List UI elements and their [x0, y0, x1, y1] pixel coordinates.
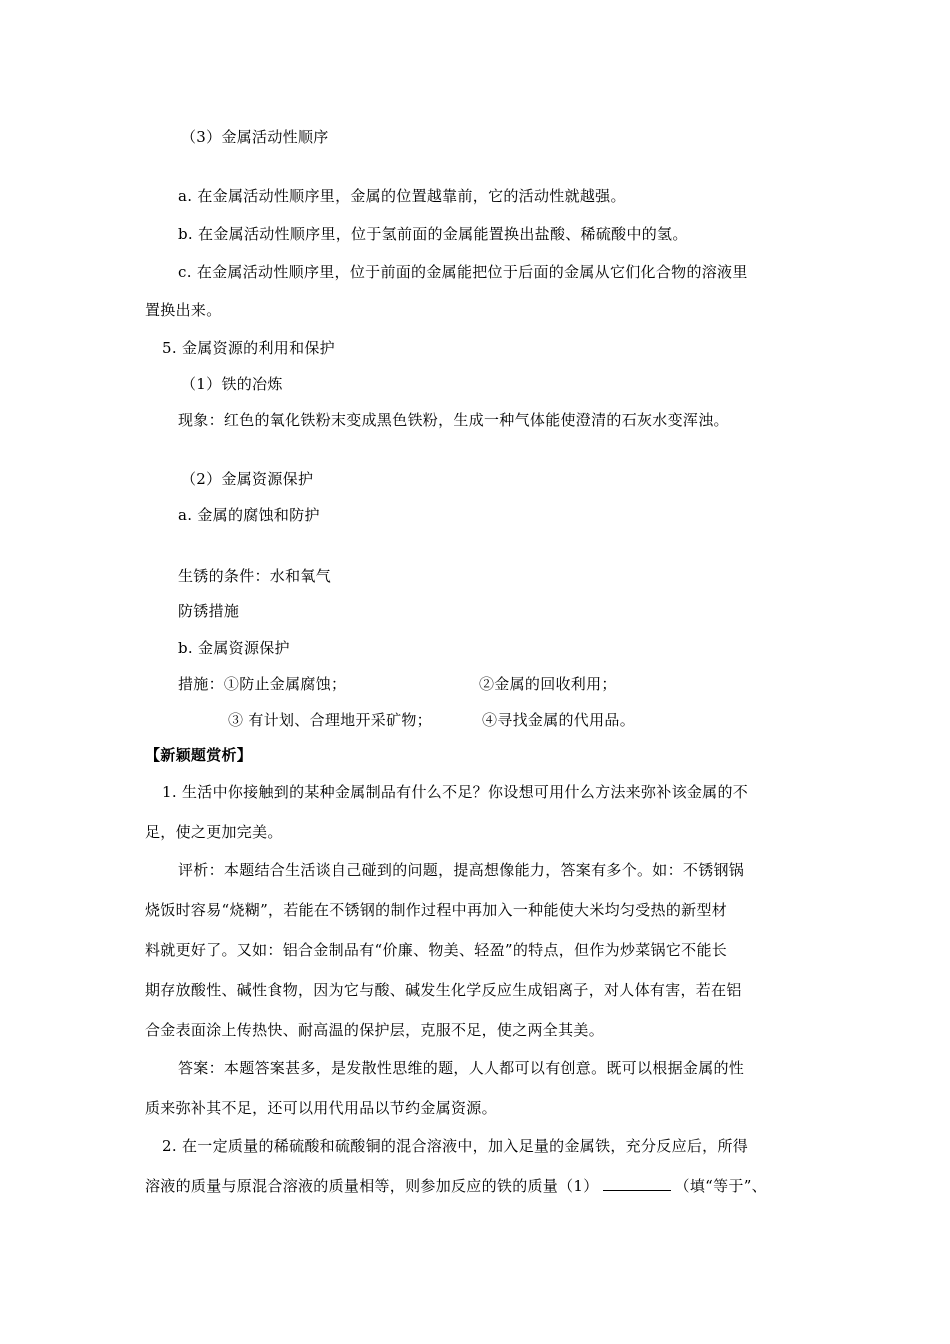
section-5-2-heading: （2）金属资源保护 — [181, 470, 314, 488]
question-1-line-2: 足，使之更加完美。 — [145, 823, 283, 841]
section-5-heading: 5. 金属资源的利用和保护 — [162, 339, 335, 357]
question-2-line-2-suffix: （填“等于”、 — [674, 1177, 767, 1195]
measures-label: 措施：①防止金属腐蚀； — [178, 675, 347, 693]
section-3-item-c-line-1: c. 在金属活动性顺序里，位于前面的金属能把位于后面的金属从它们化合物的溶液里 — [178, 263, 748, 281]
question-2-line-2 — [145, 1176, 767, 1196]
rust-condition: 生锈的条件：水和氧气 — [178, 567, 332, 585]
section-3-item-c-line-2: 置换出来。 — [145, 301, 222, 319]
question-1-analysis-line-4: 期存放酸性、碱性食物，因为它与酸、碱发生化学反应生成铝离子，对人体有害，若在铝 — [145, 981, 742, 999]
section-5-1-heading: （1）铁的冶炼 — [181, 375, 283, 393]
section-3-item-a: a. 在金属活动性顺序里，金属的位置越靠前，它的活动性就越强。 — [178, 187, 626, 205]
answer-blank[interactable] — [603, 1176, 671, 1191]
question-1-line-1: 1. 生活中你接触到的某种金属制品有什么不足？你设想可用什么方法来弥补该金属的不 — [162, 783, 749, 801]
question-1-analysis-line-2: 烧饭时容易“烧糊”，若能在不锈钢的制作过程中再加入一种能使大米均匀受热的新型材 — [145, 901, 728, 919]
question-2-line-1: 2. 在一定质量的稀硫酸和硫酸铜的混合溶液中，加入足量的金属铁，充分反应后，所得 — [162, 1137, 749, 1155]
section-5-2-item-a: a. 金属的腐蚀和防护 — [178, 506, 320, 524]
section-5-2-item-b: b. 金属资源保护 — [178, 639, 290, 657]
question-1-analysis-line-3: 料就更好了。又如：铝合金制品有“价廉、物美、轻盈”的特点，但作为炒菜锅它不能长 — [145, 941, 728, 959]
rust-prevention: 防锈措施 — [178, 602, 240, 620]
measure-3: ③ 有计划、合理地开采矿物； — [228, 711, 432, 729]
question-2-line-2-text: 溶液的质量与原混合溶液的质量相等，则参加反应的铁的质量（1） — [145, 1177, 599, 1195]
question-1-answer-line-1: 答案：本题答案甚多，是发散性思维的题，人人都可以有创意。既可以根据金属的性 — [178, 1059, 745, 1077]
question-1-analysis-line-1: 评析：本题结合生活谈自己碰到的问题，提高想像能力，答案有多个。如：不锈钢锅 — [178, 861, 745, 879]
question-1-analysis-line-5: 合金表面涂上传热快、耐高温的保护层，克服不足，使之两全其美。 — [145, 1021, 605, 1039]
section-3-heading: （3）金属活动性顺序 — [181, 128, 329, 146]
question-1-answer-line-2: 质来弥补其不足，还可以用代用品以节约金属资源。 — [145, 1099, 497, 1117]
section-3-item-b: b. 在金属活动性顺序里，位于氢前面的金属能置换出盐酸、稀硫酸中的氢。 — [178, 225, 688, 243]
measure-2: ②金属的回收利用； — [479, 675, 617, 693]
section-5-1-phenomenon: 现象：红色的氧化铁粉末变成黑色铁粉，生成一种气体能使澄清的石灰水变浑浊。 — [178, 411, 729, 429]
new-section-title: 【新颖题赏析】 — [145, 746, 253, 764]
measure-4: ④寻找金属的代用品。 — [482, 711, 636, 729]
